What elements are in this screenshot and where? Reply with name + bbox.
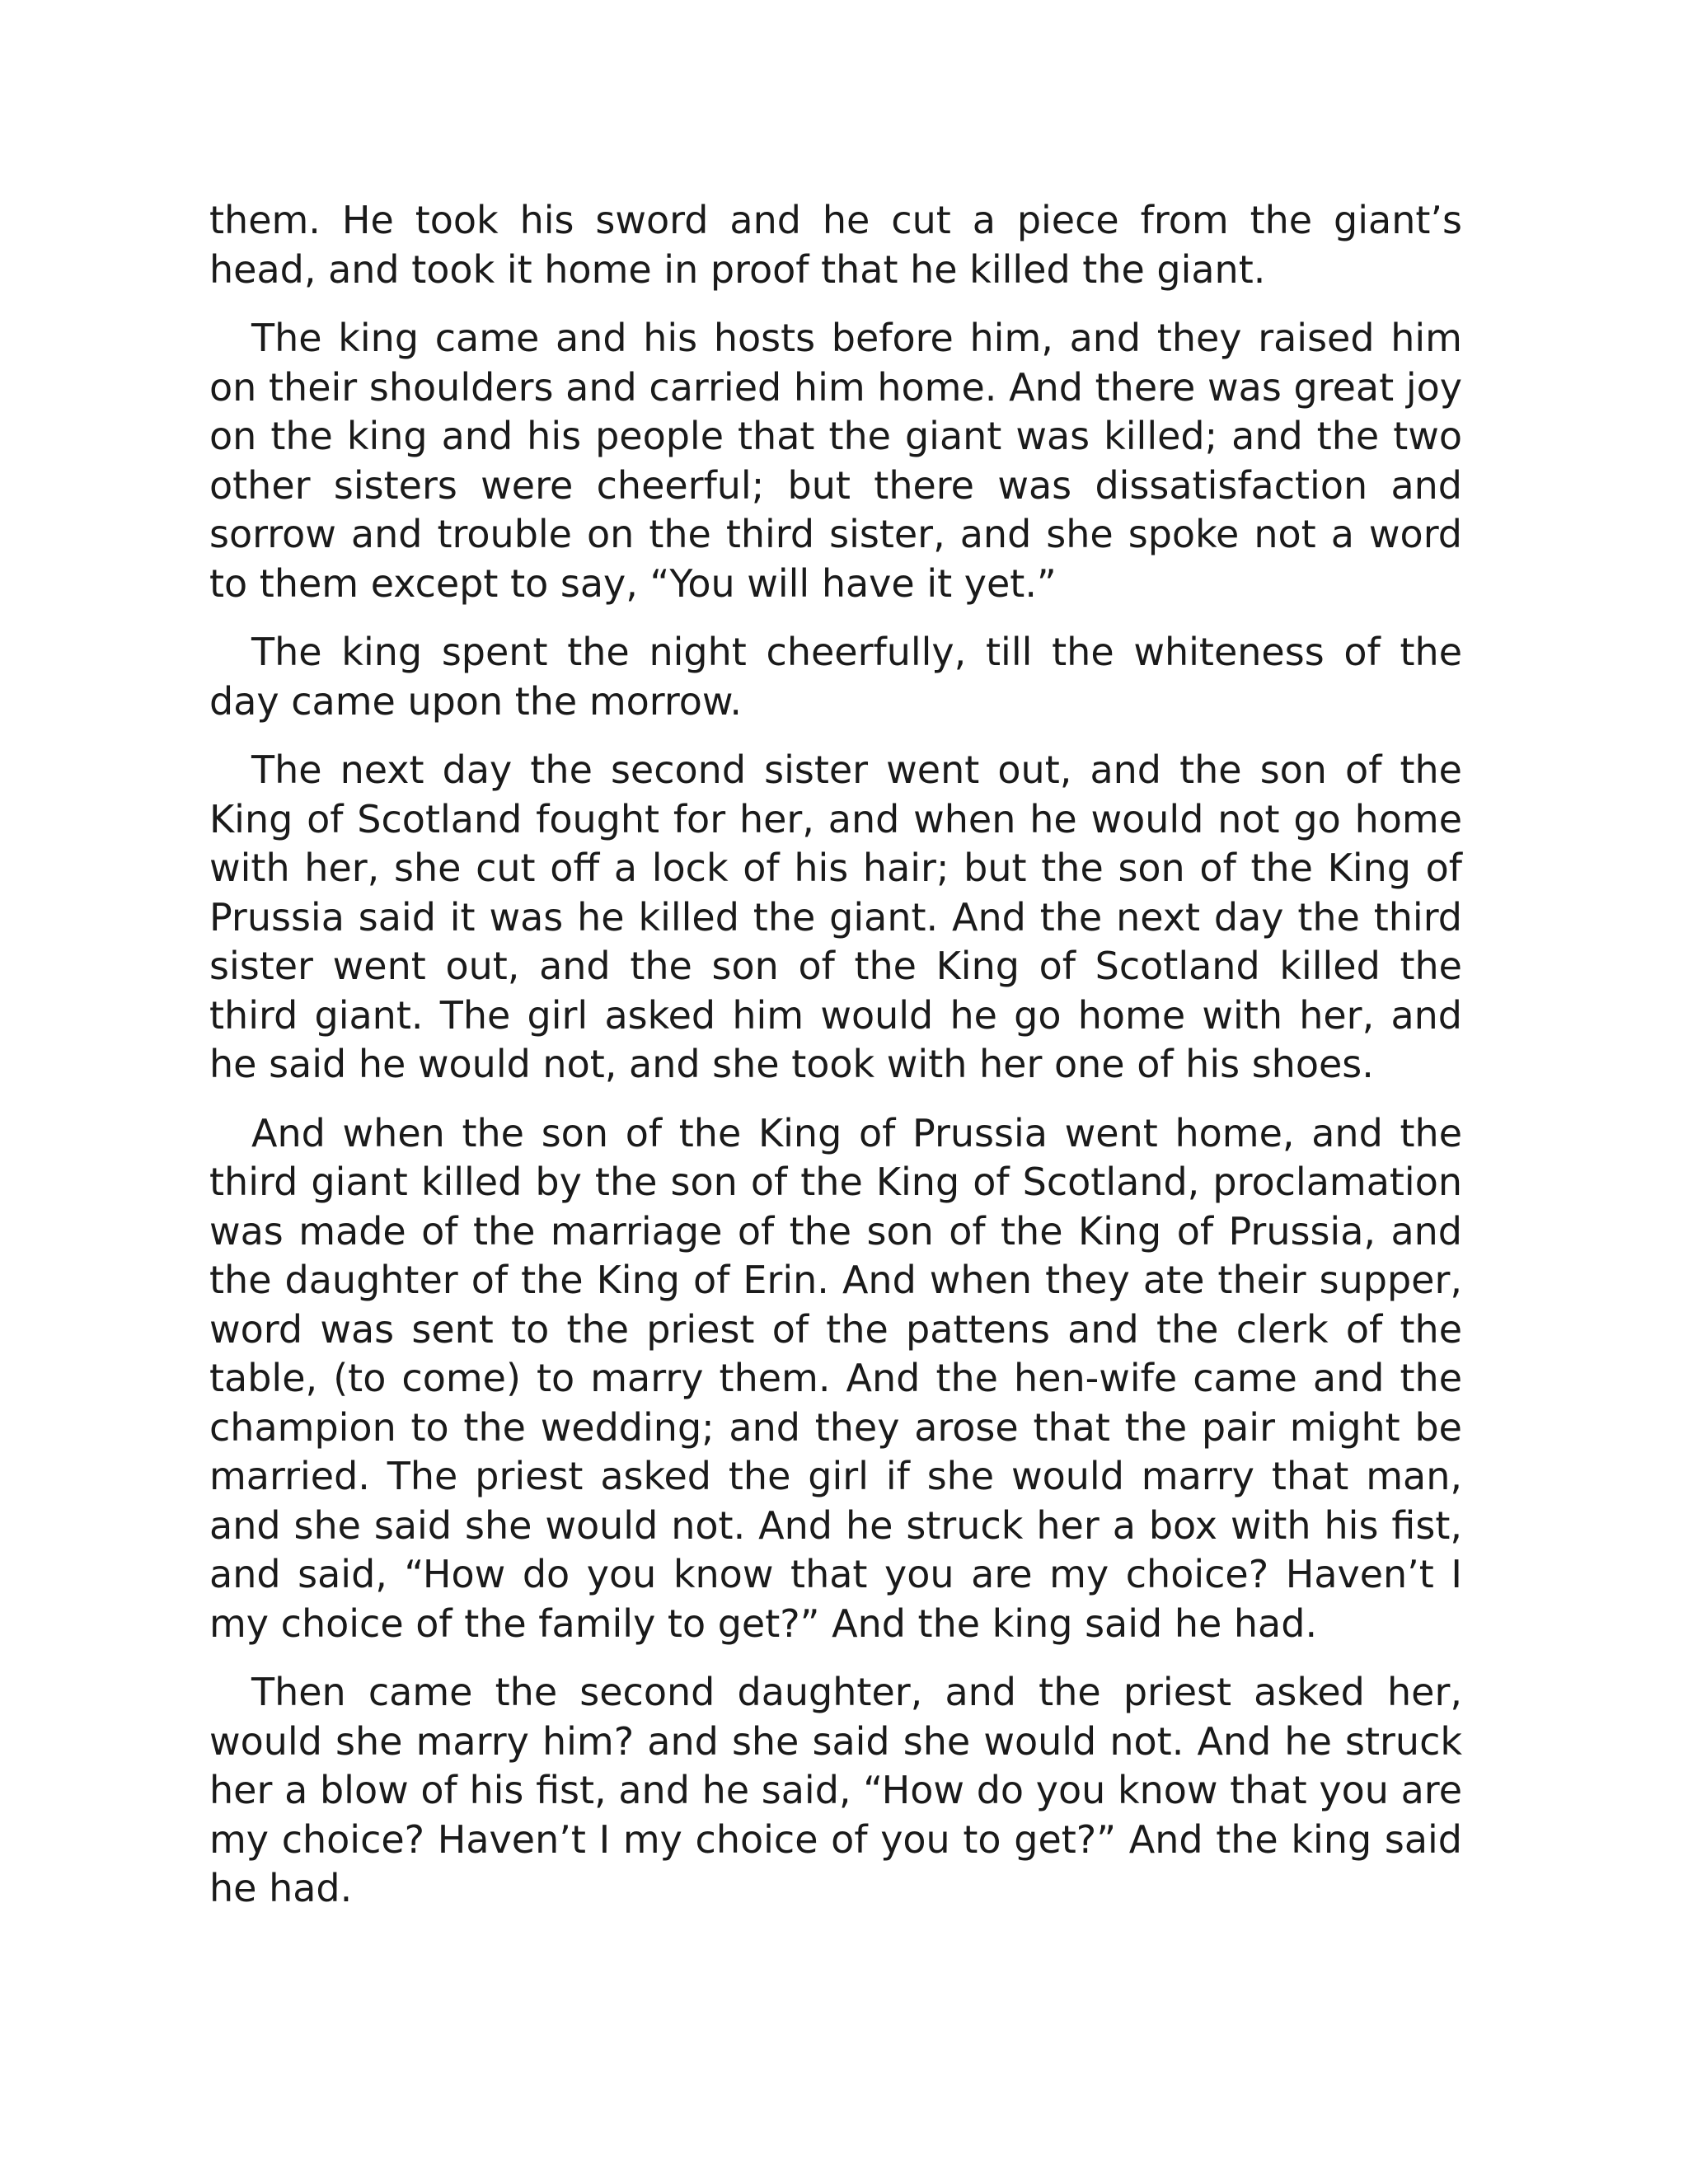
page-body — [209, 196, 1462, 1933]
paragraph-3: The king spent the night cheerfully, till the whiteness of the day came upon the morrow. — [209, 630, 1462, 724]
paragraph-4: The next day the second sister went out, and the son of the King of Scotland fought for her, and when he would not go home with her, she cut off a lock of his hair; but the son of the King of Prussia said it was he killed the giant. And the next day the third sister went out, and the son of the King of Scotland killed the third giant. The girl asked him would he go home with her, and he said he would not, and she took with her one of his shoes. — [209, 748, 1462, 1086]
paragraph-5: And when the son of the King of Prussia went home, and the third giant killed by the son of the King of Scotland, proclamation was made of the marriage of the son of the King of Prussia, and the daughter of the King of Erin. And when they ate their supper, word was sent to the priest of the pattens and the clerk of the table, (to come) to marry them. And the hen-wife came and the champion to the wedding; and they arose that the pair might be married. The priest asked the girl if she would marry that man, and she said she would not. And he struck her a box with his fist, and said, “How do you know that you are my choice? Haven’t I my choice of the family to get?” And the king said he had. — [209, 1110, 1462, 1646]
paragraph-1: them. He took his sword and he cut a piece from the giant’s head, and took it home in proof that he killed the giant. — [209, 198, 1462, 292]
paragraph-6: Then came the second daughter, and the priest asked her, would she marry him? and she said she would not. And he struck her a blow of his fist, and he said, “How do you know that you are my choice? Haven’t I my choice of you to get?” And the king said he had. — [209, 1670, 1462, 1910]
paragraph-2: The king came and his hosts before him, and they raised him on their shoulders and carried him home. And there was great joy on the king and his people that the giant was killed; and the two other sisters were cheerful; but there was dissatisfaction and sorrow and trouble on the third sister, and she spoke not a word to them except to say, “You will have it yet.” — [209, 316, 1462, 606]
